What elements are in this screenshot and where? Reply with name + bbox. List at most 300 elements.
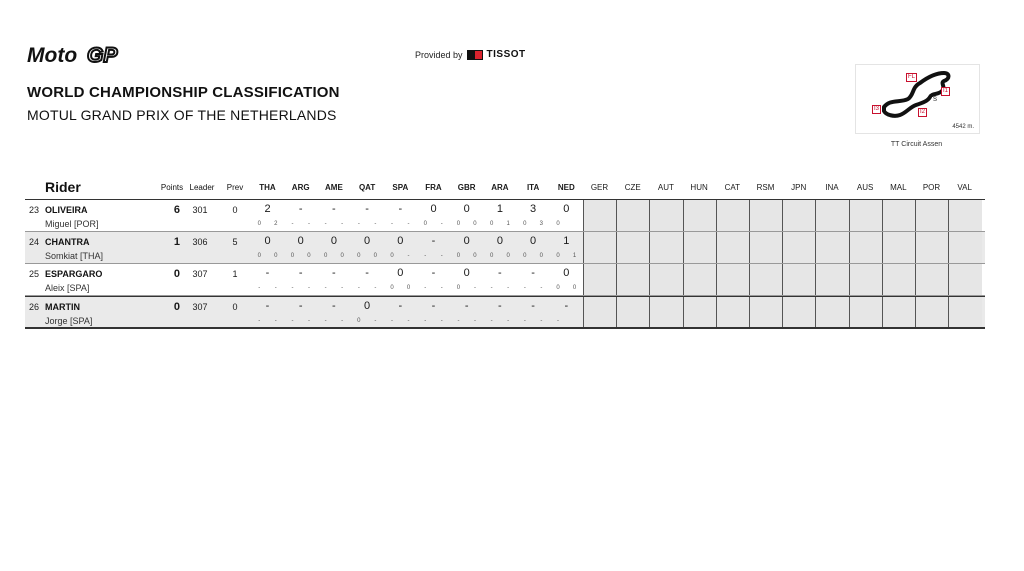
race-points: - (265, 267, 270, 279)
rider-position: 23 (29, 205, 40, 215)
result-cell-fra (417, 200, 450, 232)
race-breakdown (417, 285, 450, 291)
classification-table (25, 176, 985, 329)
result-cell-tha (251, 200, 284, 232)
sprint-points: - (490, 318, 493, 324)
race-points: - (398, 203, 403, 215)
round-header-spa: SPA (392, 183, 409, 192)
round-header-rsm: RSM (756, 183, 775, 192)
race-points: - (431, 267, 436, 279)
sponsor-name: TISSOT (486, 49, 526, 60)
result-cell-ina (815, 264, 849, 296)
race-breakdown (483, 318, 516, 324)
race-points: - (265, 300, 270, 312)
result-cell-qat (351, 297, 384, 329)
race-breakdown (284, 318, 317, 324)
sprint-points: 0 (423, 221, 427, 227)
race-breakdown (317, 285, 350, 291)
result-cell-gbr (450, 264, 483, 296)
sprint-points: 0 (323, 253, 328, 259)
result-cell-fra (417, 264, 450, 296)
race-points: - (298, 203, 303, 215)
race-breakdown (550, 318, 583, 324)
sprint-points: 0 (390, 253, 394, 259)
race-breakdown (483, 221, 516, 227)
rider-position: 26 (29, 302, 40, 312)
result-cell-spa (384, 200, 417, 232)
rider-prev-gap: 0 (232, 302, 238, 312)
gp-points: - (473, 285, 476, 291)
race-points: 1 (563, 235, 570, 247)
result-cell-ned (550, 232, 583, 264)
gp-points: - (341, 285, 344, 291)
gp-points: 0 (406, 285, 411, 291)
gp-points: - (307, 221, 310, 227)
race-points: 0 (330, 235, 337, 247)
round-header-aut: AUT (657, 183, 674, 192)
page-title: WORLD CHAMPIONSHIP CLASSIFICATION (27, 84, 340, 101)
result-cell-mal (882, 297, 916, 329)
race-breakdown (317, 253, 350, 259)
sprint-points: - (424, 253, 427, 259)
race-points: 0 (364, 235, 371, 247)
gp-points: 1 (572, 253, 577, 259)
result-cell-ned (550, 297, 583, 329)
result-cell-val (948, 297, 982, 329)
race-points: - (398, 300, 403, 312)
sprint-points: 0 (523, 253, 527, 259)
round-header-ita: ITA (526, 183, 540, 192)
result-cell-ara (483, 232, 516, 264)
rider-leader-gap: 301 (192, 205, 208, 215)
round-header-jpn: JPN (791, 183, 807, 192)
rider-header: Rider (45, 179, 81, 195)
result-cell-jpn (782, 297, 816, 329)
result-cell-aut (649, 264, 683, 296)
race-breakdown (384, 221, 417, 227)
race-points: 0 (297, 235, 304, 247)
race-points: 3 (530, 203, 537, 215)
result-cell-qat (351, 200, 384, 232)
sprint-points: 0 (556, 253, 560, 259)
table-row (25, 264, 985, 296)
gp-points: - (274, 285, 277, 291)
sprint-points: - (391, 318, 394, 324)
gp-points: - (307, 285, 310, 291)
track-marker-i1: I1 (943, 88, 949, 94)
gp-points: 0 (373, 253, 378, 259)
rider-points: 0 (173, 301, 180, 313)
rider-first-name: Miguel [POR] (45, 219, 99, 229)
gp-points: 0 (340, 253, 344, 259)
gp-points: - (341, 318, 344, 324)
sprint-points: - (324, 221, 327, 227)
race-breakdown (517, 253, 550, 259)
result-cell-por (915, 200, 949, 232)
gp-points: - (440, 318, 443, 324)
sprint-points: 0 (556, 285, 560, 291)
race-breakdown (483, 253, 516, 259)
gp-points (566, 221, 583, 227)
result-cell-spa (384, 297, 417, 329)
sprint-points: 0 (523, 221, 527, 227)
rider-leader-gap: 307 (192, 302, 208, 312)
gp-points: 0 (274, 253, 278, 259)
round-header-gbr: GBR (457, 183, 476, 192)
gp-points: 0 (572, 285, 577, 291)
sprint-points: - (291, 221, 294, 227)
track-name: TT Circuit Assen (890, 141, 943, 148)
rider-position: 24 (29, 237, 40, 247)
result-cell-cze (616, 264, 650, 296)
round-header-hun: HUN (690, 183, 708, 192)
track-outline-icon (856, 65, 979, 133)
round-header-fra: FRA (425, 183, 442, 192)
result-cell-tha (251, 232, 284, 264)
sprint-points: - (424, 285, 427, 291)
race-points: 0 (530, 235, 537, 247)
result-cell-aut (649, 200, 683, 232)
race-breakdown (317, 221, 350, 227)
race-points: 0 (463, 203, 470, 215)
gp-points: 0 (473, 253, 477, 259)
sprint-points: - (457, 318, 460, 324)
sprint-points: - (258, 285, 261, 291)
sprint-points: 0 (390, 285, 394, 291)
result-cell-ned (550, 264, 583, 296)
result-cell-por (915, 232, 949, 264)
race-breakdown (450, 285, 483, 291)
gp-points: - (507, 285, 510, 291)
result-cell-ame (317, 232, 350, 264)
prev-header: Prev (226, 183, 244, 192)
race-breakdown (550, 285, 583, 291)
result-cell-ina (815, 232, 849, 264)
result-cell-cat (716, 297, 750, 329)
sprint-points: - (357, 221, 360, 227)
gp-points: - (440, 285, 443, 291)
row-divider (25, 327, 985, 329)
race-breakdown (417, 253, 450, 259)
result-cell-por (915, 264, 949, 296)
rider-last-name: MARTIN (45, 302, 80, 312)
race-points: - (298, 267, 303, 279)
sprint-points: - (557, 318, 560, 324)
gp-points: 3 (539, 221, 544, 227)
round-header-cze: CZE (624, 183, 641, 192)
race-breakdown (351, 253, 384, 259)
rider-first-name: Somkiat [THA] (45, 251, 104, 261)
result-cell-ara (483, 297, 516, 329)
result-cell-hun (683, 200, 717, 232)
gp-points: - (307, 318, 310, 324)
result-cell-aut (649, 297, 683, 329)
result-cell-hun (683, 232, 717, 264)
result-cell-cat (716, 232, 750, 264)
result-cell-ita (517, 200, 550, 232)
result-cell-ara (483, 200, 516, 232)
sprint-points: - (357, 285, 360, 291)
sprint-points: - (324, 285, 327, 291)
result-cell-val (948, 200, 982, 232)
rider-prev-gap: 1 (232, 269, 238, 279)
result-cell-gbr (450, 232, 483, 264)
result-cell-hun (683, 297, 717, 329)
sprint-points: 0 (257, 221, 261, 227)
race-points: - (365, 203, 369, 215)
race-breakdown (450, 221, 483, 227)
round-header-tha: THA (259, 183, 276, 192)
race-points: 0 (463, 267, 470, 279)
result-cell-arg (284, 200, 317, 232)
rider-first-name: Jorge [SPA] (45, 316, 93, 326)
page-subtitle: MOTUL GRAND PRIX OF THE NETHERLANDS (27, 107, 337, 123)
round-header-aus: AUS (856, 183, 874, 192)
result-cell-cze (616, 200, 650, 232)
result-cell-aus (849, 264, 883, 296)
track-marker-s: S (933, 97, 938, 103)
round-header-mal: MAL (890, 183, 907, 192)
gp-points: - (540, 285, 543, 291)
result-cell-hun (683, 264, 717, 296)
race-breakdown (483, 285, 516, 291)
result-cell-ina (815, 297, 849, 329)
result-cell-ina (815, 200, 849, 232)
result-cell-cat (716, 200, 750, 232)
sprint-points: 0 (489, 253, 494, 259)
round-header-ina: INA (825, 183, 839, 192)
result-cell-arg (284, 297, 317, 329)
race-points: 0 (430, 203, 437, 215)
result-cell-jpn (782, 200, 816, 232)
points-header: Points (160, 183, 184, 192)
result-cell-ned (550, 200, 583, 232)
tissot-logo-icon (467, 50, 483, 60)
result-cell-jpn (782, 232, 816, 264)
sprint-points: - (490, 285, 493, 291)
race-breakdown (384, 285, 417, 291)
race-breakdown (517, 221, 550, 227)
table-header (25, 176, 985, 200)
race-breakdown (251, 285, 284, 291)
result-cell-ita (517, 232, 550, 264)
race-points: 0 (463, 235, 470, 247)
result-cell-ger (583, 297, 617, 329)
race-points: 0 (397, 267, 404, 279)
race-breakdown (284, 253, 317, 259)
race-points: - (332, 267, 336, 279)
sprint-points: 0 (556, 221, 560, 227)
race-breakdown (251, 253, 284, 259)
race-points: 0 (397, 235, 404, 247)
track-length: 4542 m. (952, 124, 974, 130)
rider-prev-gap: 5 (232, 237, 238, 247)
rider-prev-gap: 0 (232, 205, 238, 215)
result-cell-ara (483, 264, 516, 296)
gp-points: - (374, 318, 377, 324)
gp-points: - (407, 221, 410, 227)
sprint-points: - (291, 318, 294, 324)
table-row (25, 200, 985, 232)
race-breakdown (351, 285, 384, 291)
table-row (25, 232, 985, 264)
sprint-points: 0 (456, 221, 461, 227)
race-points: - (464, 300, 469, 312)
race-breakdown (284, 221, 317, 227)
result-cell-aus (849, 200, 883, 232)
result-cell-aus (849, 297, 883, 329)
race-points: - (531, 267, 535, 279)
race-breakdown (450, 318, 483, 324)
result-cell-qat (351, 264, 384, 296)
result-cell-ger (583, 232, 617, 264)
gp-points: - (440, 221, 443, 227)
sprint-points: - (324, 318, 327, 324)
result-cell-fra (417, 232, 450, 264)
gp-points: - (540, 318, 543, 324)
gp-points: 0 (307, 253, 311, 259)
result-cell-ame (317, 264, 350, 296)
track-marker-i3: I3 (874, 106, 880, 112)
result-cell-gbr (450, 200, 483, 232)
result-cell-fra (417, 297, 450, 329)
result-cell-ita (517, 297, 550, 329)
result-cell-ame (317, 297, 350, 329)
race-points: 2 (264, 203, 271, 215)
gp-points: - (341, 221, 344, 227)
result-cell-ger (583, 264, 617, 296)
result-cell-gbr (450, 297, 483, 329)
result-cell-aut (649, 232, 683, 264)
result-cell-spa (384, 232, 417, 264)
track-marker-i2: I2 (920, 109, 926, 115)
gp-points: - (407, 318, 410, 324)
result-cell-aus (849, 232, 883, 264)
result-cell-por (915, 297, 949, 329)
gp-points: - (374, 285, 377, 291)
gp-points: - (407, 253, 410, 259)
result-cell-ame (317, 200, 350, 232)
result-cell-arg (284, 232, 317, 264)
sprint-points: 0 (257, 253, 261, 259)
sprint-points: 0 (456, 253, 461, 259)
sprint-points: 0 (456, 285, 461, 291)
result-cell-cat (716, 264, 750, 296)
race-breakdown (517, 285, 550, 291)
gp-points: 1 (506, 221, 510, 227)
race-points: - (498, 300, 502, 312)
result-cell-arg (284, 264, 317, 296)
race-points: - (531, 300, 535, 312)
sprint-points: - (523, 285, 526, 291)
round-header-ara: ARA (491, 183, 509, 192)
result-cell-tha (251, 297, 284, 329)
sprint-points: 0 (489, 221, 494, 227)
race-breakdown (417, 318, 450, 324)
rider-last-name: ESPARGARO (45, 269, 103, 279)
leader-header: Leader (189, 183, 215, 192)
gp-points: 0 (539, 253, 544, 259)
round-header-qat: QAT (358, 183, 376, 192)
result-cell-cze (616, 297, 650, 329)
table-row (25, 296, 985, 329)
sprint-points: 0 (290, 253, 295, 259)
sprint-points: 0 (357, 253, 361, 259)
rider-last-name: OLIVEIRA (45, 205, 88, 215)
result-cell-rsm (749, 232, 783, 264)
rider-leader-gap: 306 (192, 237, 208, 247)
race-breakdown (251, 318, 284, 324)
race-points: - (332, 203, 336, 215)
result-cell-ita (517, 264, 550, 296)
gp-points: - (507, 318, 510, 324)
gp-points: - (473, 318, 476, 324)
result-cell-val (948, 264, 982, 296)
track-marker-fl: FL (908, 74, 916, 80)
rider-first-name: Aleix [SPA] (45, 283, 90, 293)
race-breakdown (417, 221, 450, 227)
result-cell-spa (384, 264, 417, 296)
round-header-por: POR (922, 183, 941, 192)
round-header-ame: AME (325, 183, 343, 192)
sprint-points: - (391, 221, 394, 227)
round-header-val: VAL (957, 183, 972, 192)
race-points: - (298, 300, 303, 312)
round-header-arg: ARG (291, 183, 310, 192)
race-breakdown (550, 253, 583, 259)
svg-text:GP: GP (87, 44, 118, 67)
race-breakdown (317, 318, 350, 324)
rider-leader-gap: 307 (192, 269, 208, 279)
race-points: 1 (496, 203, 503, 215)
race-points: 0 (364, 300, 371, 312)
round-header-cat: CAT (724, 183, 740, 192)
rider-points: 6 (173, 204, 180, 216)
gp-points: - (274, 318, 277, 324)
race-breakdown (351, 221, 384, 227)
round-header-ger: GER (590, 183, 609, 192)
race-points: - (431, 300, 436, 312)
result-cell-mal (882, 232, 916, 264)
race-points: 0 (496, 235, 503, 247)
result-cell-rsm (749, 200, 783, 232)
sprint-points: 0 (357, 318, 361, 324)
gp-points: 0 (473, 221, 477, 227)
result-cell-jpn (782, 264, 816, 296)
result-cell-cze (616, 232, 650, 264)
race-breakdown (517, 318, 550, 324)
race-points: - (498, 267, 502, 279)
result-cell-mal (882, 264, 916, 296)
race-points: - (332, 300, 336, 312)
sprint-points: - (258, 318, 261, 324)
race-points: 0 (563, 203, 570, 215)
gp-points (566, 318, 583, 324)
result-cell-rsm (749, 297, 783, 329)
gp-points: 2 (274, 221, 278, 227)
gp-points: 0 (506, 253, 510, 259)
rider-last-name: CHANTRA (45, 237, 90, 247)
race-breakdown (284, 285, 317, 291)
race-breakdown (384, 318, 417, 324)
track-map (855, 64, 980, 134)
provided-by (415, 49, 526, 60)
svg-text:Moto: Moto (27, 44, 78, 67)
race-breakdown (351, 318, 384, 324)
sprint-points: - (523, 318, 526, 324)
round-header-ned: NED (557, 183, 575, 192)
race-points: 0 (264, 235, 271, 247)
